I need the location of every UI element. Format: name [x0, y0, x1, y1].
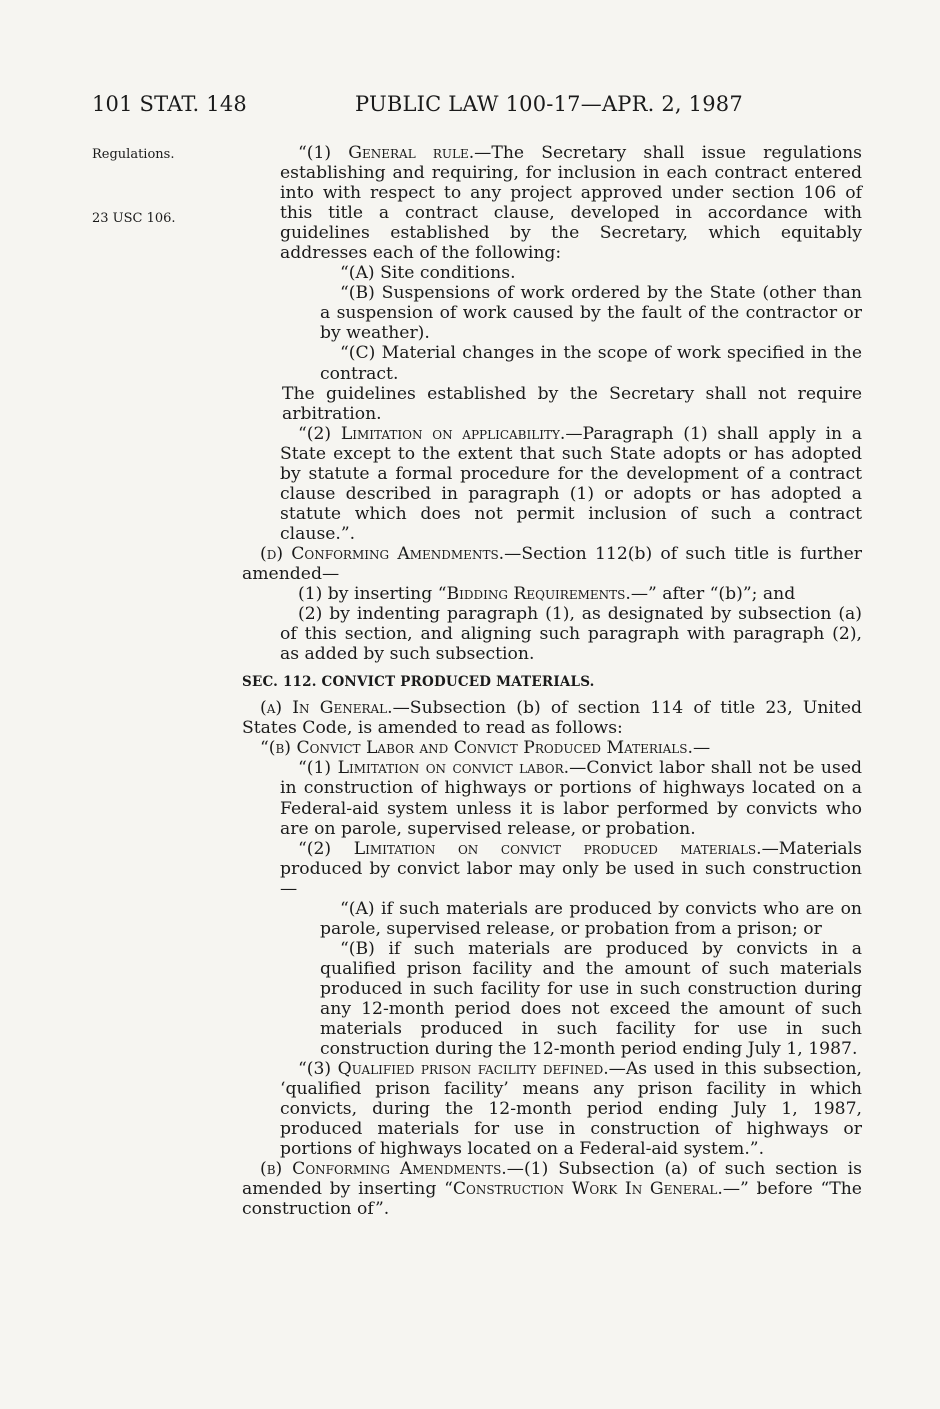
- paragraph-in-general: [242, 698, 862, 738]
- text-conforming-amendments-b-start: —(1) Subsection (a) of such section is amended by inserting “: [242, 1159, 862, 1200]
- paragraph-convict-a: “(A) if such materials are produced by convicts who are on parole, supervised release, or probation from a prison; or: [320, 898, 862, 939]
- document-body: [242, 143, 862, 1219]
- text-limitation-convict-materials: —Materials produced by convict labor may only be used in such construction—: [280, 838, 862, 899]
- paragraph-limitation-convict-labor: [242, 758, 862, 838]
- paragraph-qualified-facility: [242, 1059, 862, 1159]
- heading-in-general: (a) In General.: [260, 698, 393, 719]
- statute-page-number: 101 STAT. 148: [92, 92, 247, 116]
- paragraph-d1: [242, 584, 862, 604]
- subsection-b-heading: “(b) Convict Labor and Convict Produced Materials.—: [260, 738, 711, 759]
- text-conforming-amendments-b-construction: Construction Work In General.: [452, 1179, 723, 1200]
- paragraph-suspensions: “(B) Suspensions of work ordered by the State (other than a suspension of work caused by the fault of the contractor or by weather).: [320, 283, 862, 344]
- paragraph-conforming-amendments-d: [242, 544, 862, 584]
- heading-general-rule: “(1) General rule.: [298, 143, 475, 163]
- margin-note-usc: 23 USC 106.: [92, 211, 176, 226]
- paragraph-convict-b: “(B) if such materials are produced by convicts in a qualified prison facility and the amount of such materials produced in such facility for use in such construction during any 12-month period does not exceed the amount of such materials produced in such facility for use in such construction during the 12-month period ending July 1, 1987.: [320, 938, 862, 1060]
- heading-limitation-convict-materials: “(2) Limitation on convict produced materials.: [298, 838, 762, 859]
- text-d1-bidding: Bidding Requirements.: [446, 584, 631, 605]
- heading-conforming-amendments-d: (d) Conforming Amendments.: [260, 543, 505, 564]
- text-limitation-applicability: —Paragraph (1) shall apply in a State except to the extent that such State adopts or has adopted by statute a formal procedure for the development of a contract clause described in paragraph (1) or adopts or has adopted a statute which does not permit inclusion of such a contract clause.”.: [280, 423, 863, 544]
- paragraph-general-rule: [242, 143, 862, 263]
- margin-note-regulations: Regulations.: [92, 147, 175, 162]
- paragraph-guidelines: The guidelines established by the Secretary shall not require arbitration.: [282, 383, 862, 424]
- section-title: SEC. 112. CONVICT PRODUCED MATERIALS.: [242, 674, 595, 691]
- text-d1-start: (1) by inserting “: [298, 584, 447, 605]
- page-header: [0, 92, 940, 122]
- text-conforming-amendments-d: —Section 112(b) of such title is further amended—: [242, 543, 862, 584]
- paragraph-material-changes: “(C) Material changes in the scope of work specified in the contract.: [320, 343, 862, 384]
- heading-qualified-facility: “(3) Qualified prison facility defined.: [298, 1059, 609, 1080]
- paragraph-d2: (2) by indenting paragraph (1), as designated by subsection (a) of this section, and aligning such paragraph with paragraph (2), as added by such subsection.: [280, 604, 862, 665]
- text-d1-end: —” after “(b)”; and: [630, 584, 796, 605]
- heading-conforming-amendments-b: (b) Conforming Amendments.: [260, 1159, 507, 1180]
- paragraph-conforming-amendments-b: [242, 1159, 862, 1219]
- text-general-rule: —The Secretary shall issue regulations establishing and requiring, for inclusion in each contract entered into with respect to any project approved under section 106 of this title a contract clause, developed in accordance with guidelines established by the Secretary, which equitably addresses each of the following:: [280, 143, 862, 264]
- heading-limitation-convict-labor: “(1) Limitation on convict labor.: [298, 758, 570, 779]
- paragraph-limitation-applicability: [242, 424, 862, 544]
- heading-limitation-applicability: “(2) Limitation on applicability.: [298, 423, 566, 444]
- text-qualified-facility: —As used in this subsection, ‘qualified prison facility’ means any prison facility in which convicts, during the 12-month period ending July 1, 1987, produced materials for use in construction of highways or portions of highways located on a Federal-aid system.”.: [280, 1059, 862, 1160]
- text-limitation-convict-labor: —Convict labor shall not be used in construction of highways or portions of highways located on a Federal-aid system unless it is labor performed by convicts who are on parole, supervised release, or probation.: [280, 758, 862, 839]
- public-law-title: PUBLIC LAW 100-17—APR. 2, 1987: [355, 92, 743, 116]
- paragraph-site-conditions: “(A) Site conditions.: [340, 263, 516, 284]
- paragraph-limitation-convict-materials: [242, 839, 862, 899]
- text-conforming-amendments-b-end: —” before “The construction of”.: [242, 1179, 862, 1220]
- text-in-general: —Subsection (b) of section 114 of title 23, United States Code, is amended to read as follows:: [242, 698, 862, 739]
